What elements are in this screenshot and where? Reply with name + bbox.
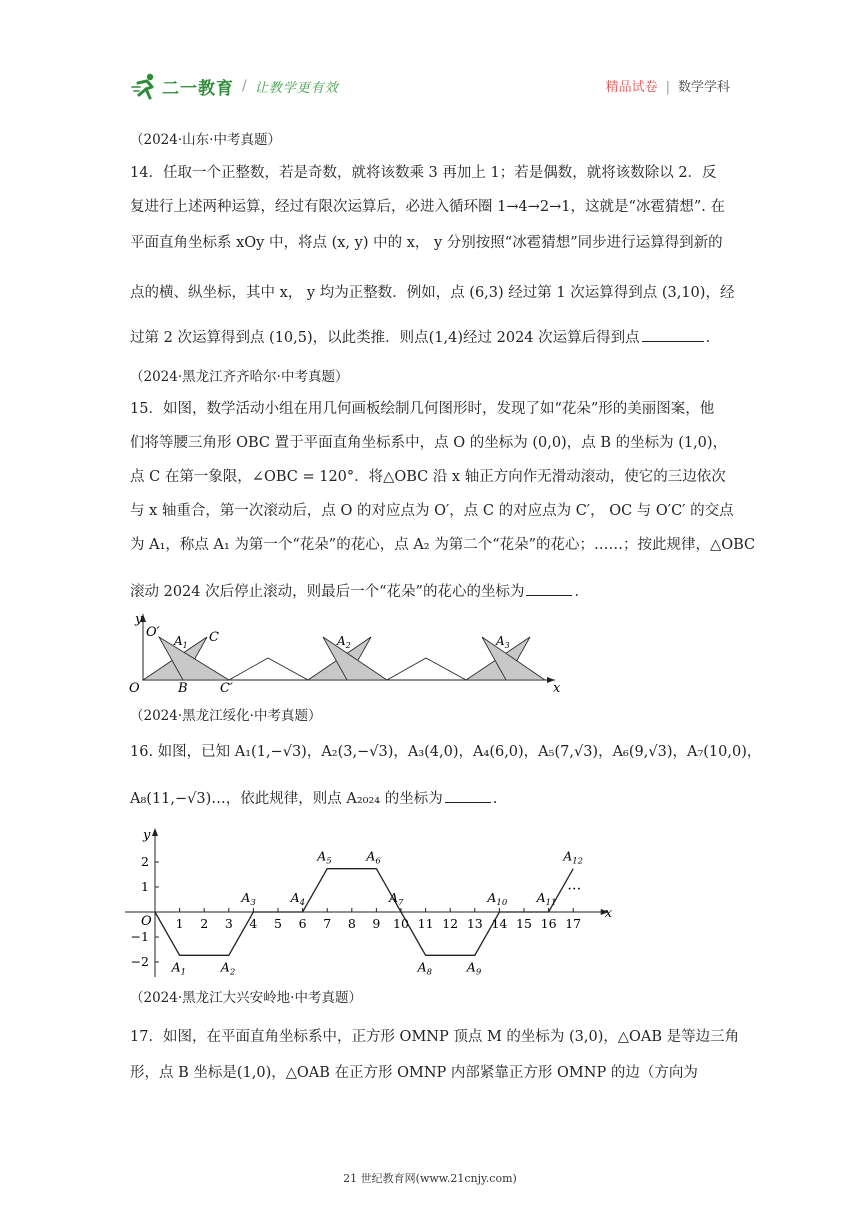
q16-line-last — [130, 788, 735, 809]
sequence-graph — [125, 826, 613, 978]
x-tick-label: 6 — [298, 916, 307, 931]
point-subscript: 1 — [180, 967, 187, 978]
page-header — [130, 70, 730, 106]
q15-line: 们将等腰三角形 OBC 置于平面直角坐标系中，点 O 的坐标为 (0,0)，点 B 的坐标为 (1,0)， — [130, 435, 728, 451]
subject-tag — [606, 76, 730, 95]
point-subscript: 2 — [229, 967, 236, 978]
point-name: A — [241, 890, 251, 905]
point-subscript: 9 — [475, 967, 482, 978]
point-label — [536, 890, 557, 908]
q14-line: 过第 2 次运算得到点 (10,5)，以此类推．则点(1,4)经过 2024 次运算后得到点 — [130, 330, 640, 346]
q15-line-end: ． — [574, 584, 589, 600]
q16-line: A₈(11,−√3)…，依此规律，则点 A₂₀₂₄ 的坐标为 — [130, 791, 443, 807]
point-subscript: 8 — [426, 967, 433, 978]
q14-line-end: ． — [705, 330, 721, 346]
q17-line: 17．如图，在平面直角坐标系中，正方形 OMNP 顶点 M 的坐标为 (3,0)，△OAB 是等边三角 — [130, 1029, 740, 1045]
zigzag — [229, 658, 308, 680]
x-tick-label: 13 — [466, 916, 483, 931]
label-Oprime: O′ — [146, 625, 160, 640]
x-tick-label: 11 — [417, 916, 434, 931]
q15-line-last — [130, 581, 735, 602]
x-tick-label: 14 — [491, 916, 508, 931]
point-subscript: 4 — [299, 898, 306, 908]
label-A2: $A_2$ — [337, 634, 351, 650]
point-name: A — [487, 890, 497, 905]
y-tick-label: −2 — [130, 954, 149, 969]
x-tick-label: 3 — [224, 916, 233, 931]
point-label — [388, 890, 404, 908]
q16-source: （2024·黑龙江绥化·中考真题） — [130, 708, 322, 724]
point-label — [290, 890, 305, 908]
tag-separator: | — [665, 80, 670, 95]
flower-figure — [125, 610, 575, 695]
label-Cprime: C′ — [220, 681, 233, 696]
x-tick-label: 12 — [442, 916, 459, 931]
q14-line: 平面直角坐标系 xOy 中，将点 (x, y) 中的 x， y 分别按照“冰雹猜想”同步进行运算得到新的 — [130, 235, 723, 251]
x-tick-label: 1 — [175, 916, 184, 931]
label-A1: $A_1$ — [174, 634, 188, 650]
label-O: O — [129, 681, 140, 696]
point-label — [220, 959, 235, 977]
point-subscript: 12 — [572, 856, 584, 867]
y-tick-label: 2 — [141, 854, 149, 869]
point-subscript: 7 — [398, 898, 404, 908]
answer-blank[interactable] — [445, 788, 491, 803]
q14-line-last — [130, 327, 735, 348]
point-label — [365, 849, 381, 867]
point-name: A — [317, 848, 327, 864]
logo — [130, 70, 339, 102]
logo-slogan: 让教学更有效 — [254, 80, 339, 96]
x-tick-label: 7 — [323, 916, 332, 931]
point-label — [240, 890, 255, 908]
point-name: A — [536, 890, 546, 905]
y-tick-label: 1 — [141, 879, 149, 894]
logo-brand: 二一教育 — [162, 78, 234, 99]
footer: 21 世纪教育网(www.21cnjy.com) — [343, 1172, 517, 1185]
y-axis-arrow-icon — [152, 828, 158, 836]
x-tick-label: 8 — [347, 916, 356, 931]
x-tick-label: 16 — [540, 916, 557, 931]
label-B: B — [178, 681, 188, 696]
point-label — [171, 959, 186, 977]
answer-blank[interactable] — [526, 581, 572, 596]
axis-y-label: y — [143, 828, 151, 843]
point-name: A — [389, 890, 399, 905]
label-A3: $A_3$ — [496, 634, 510, 650]
point-label — [486, 890, 507, 908]
point-subscript: 6 — [375, 856, 381, 867]
label-x: x — [553, 681, 561, 696]
q14-line: 14．任取一个正整数，若是奇数，就将该数乘 3 再加上 1；若是偶数，就将该数除以 2．反 — [130, 165, 717, 181]
point-label — [417, 959, 433, 977]
point-subscript: 3 — [250, 898, 256, 908]
q14-line: 点的横、纵坐标，其中 x， y 均为正整数．例如，点 (6,3) 经过第 1 次运算得到点 (3,10)，经 — [130, 285, 735, 301]
point-name: A — [366, 848, 376, 864]
point-label — [466, 959, 482, 977]
q15-line: 为 A₁，称点 A₁ 为第一个“花朵”的花心，点 A₂ 为第二个“花朵”的花心；……；按此规律，△OBC — [130, 537, 756, 553]
x-tick-label: 9 — [372, 916, 381, 931]
point-label — [562, 849, 583, 867]
point-subscript: 10 — [496, 898, 508, 908]
q16-line-end: . — [492, 791, 498, 807]
zigzag — [387, 658, 466, 680]
answer-blank[interactable] — [642, 327, 704, 342]
point-name: A — [171, 959, 181, 975]
q15-line: 滚动 2024 次后停止滚动，则最后一个“花朵”的花心的坐标为 — [130, 584, 525, 600]
x-tick-label: 17 — [565, 916, 582, 931]
q17-source: （2024·黑龙江大兴安岭地·中考真题） — [130, 990, 362, 1006]
point-label — [316, 849, 331, 867]
point-name: A — [220, 959, 230, 975]
q14-line: 复进行上述两种运算，经过有限次运算后，必进入循环圈 1→4→2→1，这就是“冰雹猜想”. 在 — [130, 199, 725, 215]
axis-x-label: x — [604, 906, 613, 921]
runner-logo-icon — [130, 71, 160, 101]
point-name: A — [466, 959, 476, 975]
x-tick-label: 2 — [200, 916, 209, 931]
q17-line: 形，点 B 坐标是(1,0)，△OAB 在正方形 OMNP 内部紧靠正方形 OMNP 的边（方向为 — [130, 1065, 698, 1081]
label-y: y — [135, 612, 143, 627]
origin-label: O — [141, 914, 152, 929]
ellipsis: … — [567, 877, 582, 894]
x-tick-label: 10 — [393, 916, 409, 931]
q14-source: （2024·山东·中考真题） — [130, 132, 281, 148]
x-tick-label: 15 — [516, 916, 532, 931]
point-name: A — [563, 848, 573, 864]
logo-separator: / — [242, 78, 247, 94]
q15-line: 点 C 在第一象限，∠OBC = 120°．将△OBC 沿 x 轴正方向作无滑动滚动，使它的三边依次 — [130, 469, 726, 485]
point-name: A — [417, 959, 427, 975]
tag-quality: 精品试卷 — [605, 80, 658, 95]
point-name: A — [290, 890, 300, 905]
tag-subject: 数学学科 — [677, 80, 730, 95]
q16-line: 16. 如图，已知 A₁(1,−√3)，A₂(3,−√3)，A₃(4,0)，A₄(6,0)，A₅(7,√3)，A₆(9,√3)，A₇(10,0)， — [130, 744, 762, 760]
point-subscript: 11 — [545, 898, 557, 908]
point-subscript: 5 — [326, 856, 332, 867]
x-tick-label: 5 — [274, 916, 282, 931]
x-tick-label: 4 — [249, 916, 258, 931]
q15-line: 与 x 轴重合，第一次滚动后，点 O 的对应点为 O′，点 C 的对应点为 C′， OC 与 O′C′ 的交点 — [130, 503, 734, 519]
q15-line: 15．如图，数学活动小组在用几何画板绘制几何图形时，发现了如“花朵”形的美丽图案，他 — [130, 401, 715, 417]
label-C: C — [209, 630, 219, 645]
q15-source: （2024·黑龙江齐齐哈尔·中考真题） — [130, 369, 349, 385]
y-tick-label: −1 — [130, 929, 149, 944]
